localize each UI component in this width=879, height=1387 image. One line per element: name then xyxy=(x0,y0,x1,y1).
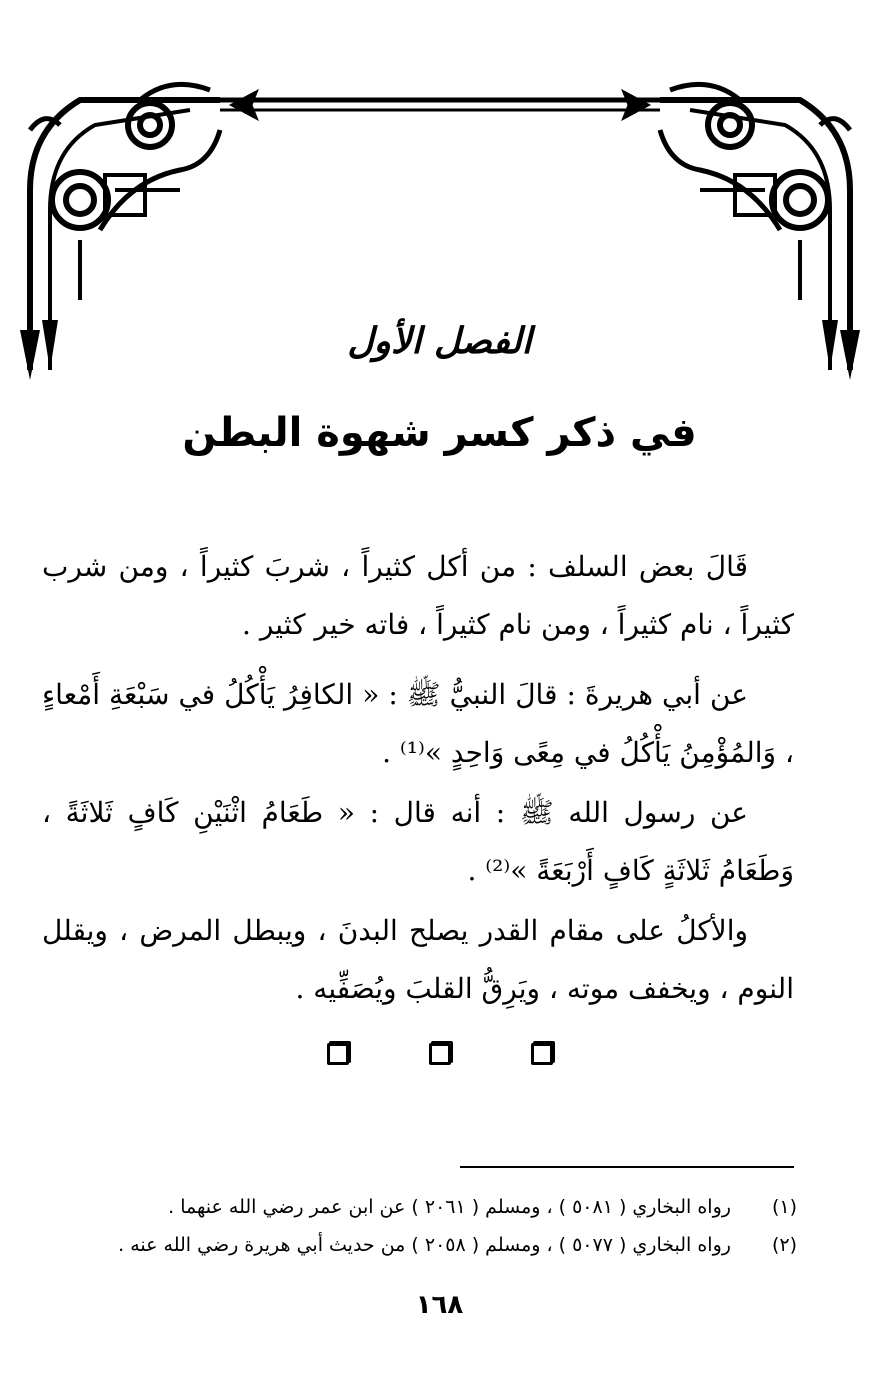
top-bar xyxy=(220,90,660,120)
section-end-ornament xyxy=(0,1043,879,1065)
footnote-2 xyxy=(60,1228,797,1262)
chapter-label: الفصل الأول xyxy=(347,320,532,362)
paragraph-2: عن أبي هريرةَ : قالَ النبيُّ ﷺ : « الكافِرُ يَأْكُلُ في سَبْعَةِ أَمْعاءٍ ، وَالمُؤْمِنُ يَأْكُلُ في مِعًى وَاحِدٍ »⁽¹⁾ . xyxy=(42,678,794,769)
page-number: ١٦٨ xyxy=(415,1290,464,1320)
footnote-1 xyxy=(60,1190,797,1224)
chapter-title: في ذكر كسر شهوة البطن xyxy=(182,410,697,456)
square-ornament-icon xyxy=(429,1043,451,1065)
square-ornament-icon xyxy=(531,1043,553,1065)
paragraph-3: عن رسول الله ﷺ : أنه قال : « طَعَامُ اثْنَيْنِ كَافٍ ثَلاثَةً ، وَطَعَامُ ثَلاثَةٍ كَافٍ أَرْبَعَةً »⁽²⁾ . xyxy=(42,796,794,887)
footnote-number: (١) xyxy=(771,1196,797,1218)
square-ornament-icon xyxy=(327,1043,349,1065)
footnote-separator xyxy=(460,1166,794,1168)
footnote-number: (٢) xyxy=(771,1234,797,1256)
footnote-text: رواه البخاري ( ٥٠٨١ ) ، ومسلم ( ٢٠٦١ ) عن ابن عمر رضي الله عنهما . xyxy=(168,1196,731,1218)
footnote-text: رواه البخاري ( ٥٠٧٧ ) ، ومسلم ( ٢٠٥٨ ) من حديث أبي هريرة رضي الله عنه . xyxy=(118,1234,731,1256)
paragraph-1: قَالَ بعض السلف : من أكل كثيراً ، شربَ كثيراً ، ومن شرب كثيراً ، نام كثيراً ، ومن نام كثيراً ، فاته خير كثير . xyxy=(42,550,794,641)
paragraph-4: والأكلُ على مقام القدر يصلح البدنَ ، ويبطل المرض ، ويقلل النوم ، ويخفف موته ، ويَرِقُّ القلبَ ويُصَفِّيه . xyxy=(42,914,794,1005)
